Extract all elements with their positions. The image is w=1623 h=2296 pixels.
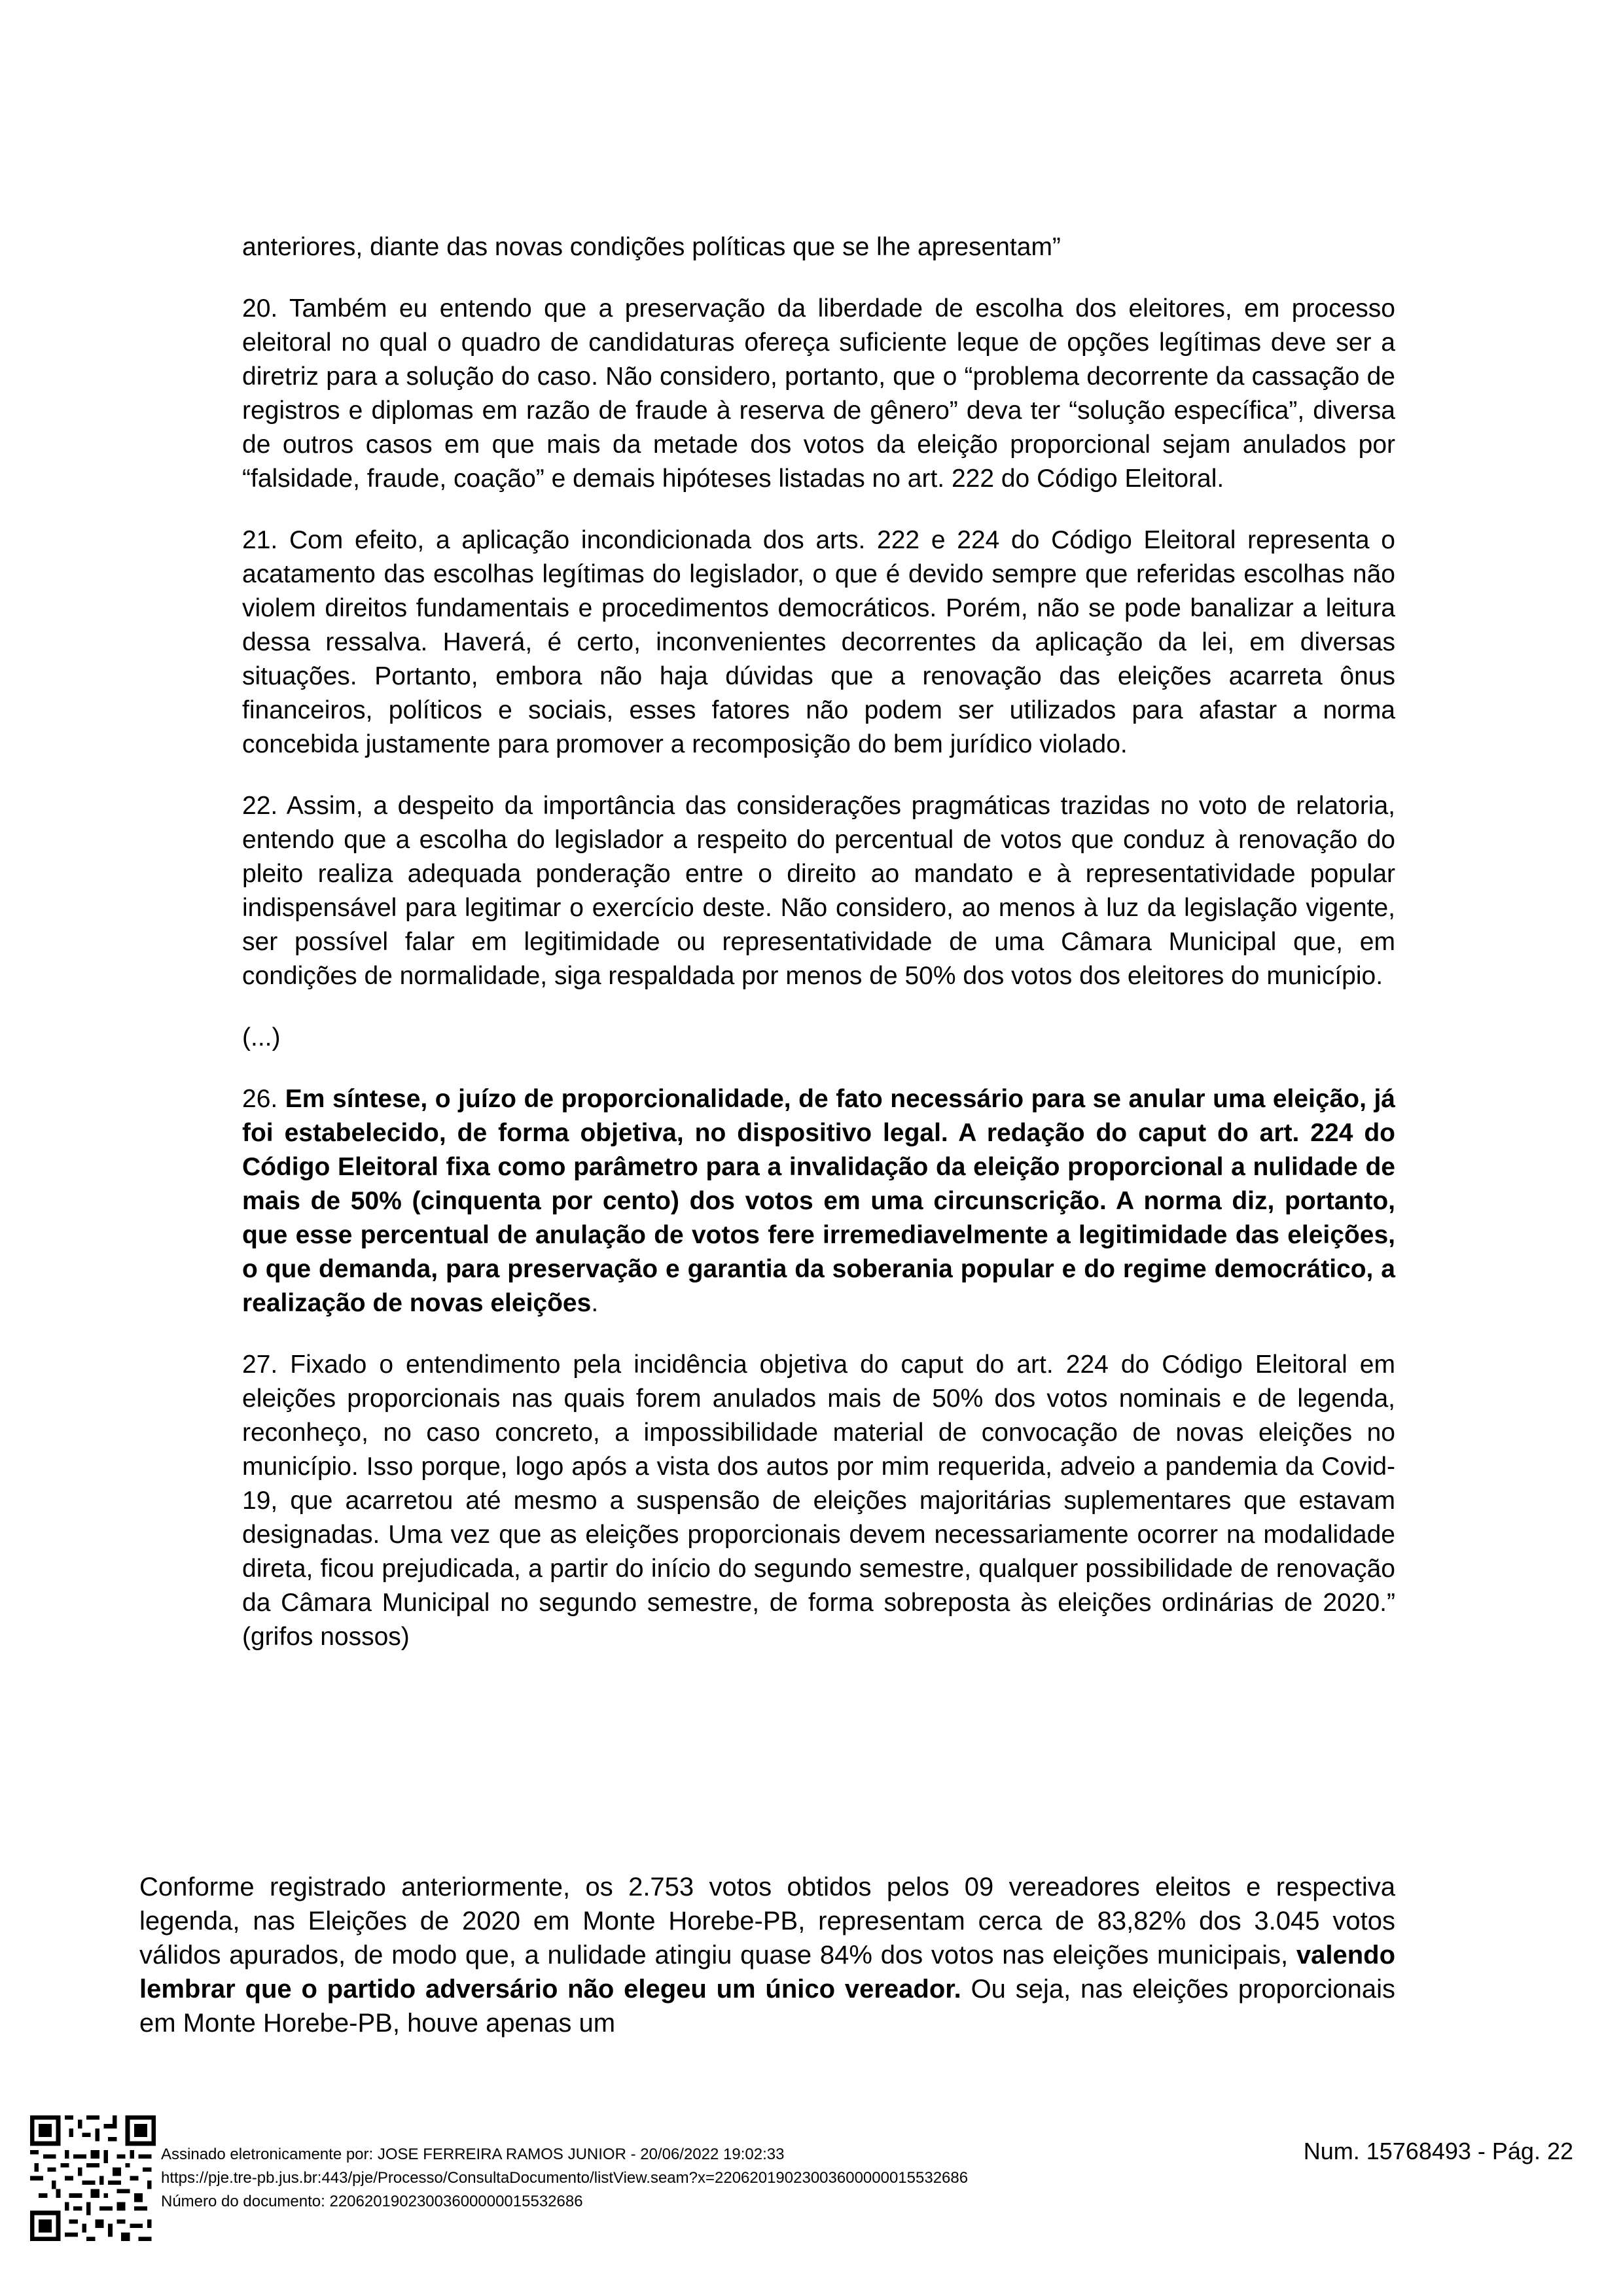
signature-line: Assinado eletronicamente por: JOSE FERREIRA RAMOS JUNIOR - 20/06/2022 19:02:33 [161, 2146, 785, 2163]
main-paragraph-tail: Ou seja, nas eleições proporcionais em Monte Horebe-PB, houve apenas um [139, 1975, 1396, 2038]
paragraph-26-number: 26. [242, 1085, 285, 1113]
paragraph-20: 20. Também eu entendo que a preservação da liberdade de escolha dos eleitores, em processo eleitoral no qual o quadro de candidaturas ofereça suficiente leque de opções legítimas deve ser a diretriz para a solução do caso. Não considero, portanto, que o “problema decorrente da cassação de registros e diplomas em razão de fraude à reserva de gênero” deva ter “solução específica”, diversa de outros casos em que mais da metade dos votos da eleição proporcional sejam anulados por “falsidade, fraude, coação” e demais hipóteses listadas no art. 222 do Código Eleitoral. [242, 294, 1395, 493]
qr-code-icon [30, 2115, 156, 2241]
main-text-block [139, 1870, 1395, 2040]
page-number: Num. 15768493 - Pág. 22 [1303, 2138, 1573, 2164]
paragraph-27: 27. Fixado o entendimento pela incidência objetiva do caput do art. 224 do Código Eleitoral em eleições proporcionais nas quais forem anulados mais de 50% dos votos nominais e de legenda, reconheço, no caso concreto, a impossibilidade material de convocação de novas eleições no município. Isso porque, logo após a vista dos autos por mim requerida, adveio a pandemia da Covid-19, que acarretou até mesmo a suspensão de eleições majoritárias suplementares que estavam designadas. Uma vez que as eleições proporcionais devem necessariamente ocorrer na modalidade direta, ficou prejudicada, a partir do início do segundo semestre, qualquer possibilidade de renovação da Câmara Municipal no segundo semestre, de forma sobreposta às eleições ordinárias de 2020.” (grifos nossos) [242, 1351, 1395, 1651]
paragraph-26 [242, 1082, 1395, 1320]
ellipsis: (...) [242, 1023, 281, 1051]
document-url[interactable]: https://pje.tre-pb.jus.br:443/pje/Processo/ConsultaDocumento/listView.seam?x=22062019023003600000015532686 [161, 2169, 969, 2187]
paragraph-26-emphasis: Em síntese, o juízo de proporcionalidade, de fato necessário para se anular uma eleição, já foi estabelecido, de forma objetiva, no dispositivo legal. A redação do caput do art. 224 do Código Eleitoral fixa como parâmetro para a invalidação da eleição proporcional a nulidade de mais de 50% (cinquenta por cento) dos votos em uma circunscrição. A norma diz, portanto, que esse percentual de anulação de votos fere irremediavelmente a legitimidade das eleições, o que demanda, para preservação e garantia da soberania popular e do regime democrático, a realização de novas eleições [242, 1085, 1395, 1317]
quote-continuation: anteriores, diante das novas condições políticas que se lhe apresentam” [242, 233, 1061, 261]
quoted-vote-block [242, 230, 1395, 1682]
paragraph-26-end: . [591, 1289, 599, 1317]
paragraph-21: 21. Com efeito, a aplicação incondicionada dos arts. 222 e 224 do Código Eleitoral representa o acatamento das escolhas legítimas do legislador, o que é devido sempre que referidas escolhas não violem direitos fundamentais e procedimentos democráticos. Porém, não se pode banalizar a leitura dessa ressalva. Haverá, é certo, inconvenientes decorrentes da aplicação da lei, em diversas situações. Portanto, embora não haja dúvidas que a renovação das eleições acarreta ônus financeiros, políticos e sociais, esses fatores não podem ser utilizados para afastar a norma concebida justamente para promover a recomposição do bem jurídico violado. [242, 526, 1395, 758]
paragraph-22: 22. Assim, a despeito da importância das considerações pragmáticas trazidas no voto de relatoria, entendo que a escolha do legislador a respeito do percentual de votos que conduz à renovação do pleito realiza adequada ponderação entre o direito ao mandato e à representatividade popular indispensável para legitimar o exercício deste. Não considero, ao menos à luz da legislação vigente, ser possível falar em legitimidade ou representatividade de uma Câmara Municipal que, em condições de normalidade, siga respaldada por menos de 50% dos votos dos eleitores do município. [242, 792, 1395, 990]
main-paragraph-text: Conforme registrado anteriormente, os 2.753 votos obtidos pelos 09 vereadores eleitos e respectiva legenda, nas Eleições de 2020 em Monte Horebe-PB, representam cerca de 83,82% dos 3.045 votos válidos apurados, de modo que, a nulidade atingiu quase 84% dos votos nas eleições municipais, [139, 1873, 1395, 1969]
main-paragraph-emphasis: valendo lembrar que o partido adversário não elegeu um único vereador. [139, 1941, 1395, 2004]
document-number: Número do documento: 22062019023003600000015532686 [161, 2193, 583, 2210]
main-paragraph [139, 1870, 1395, 2040]
